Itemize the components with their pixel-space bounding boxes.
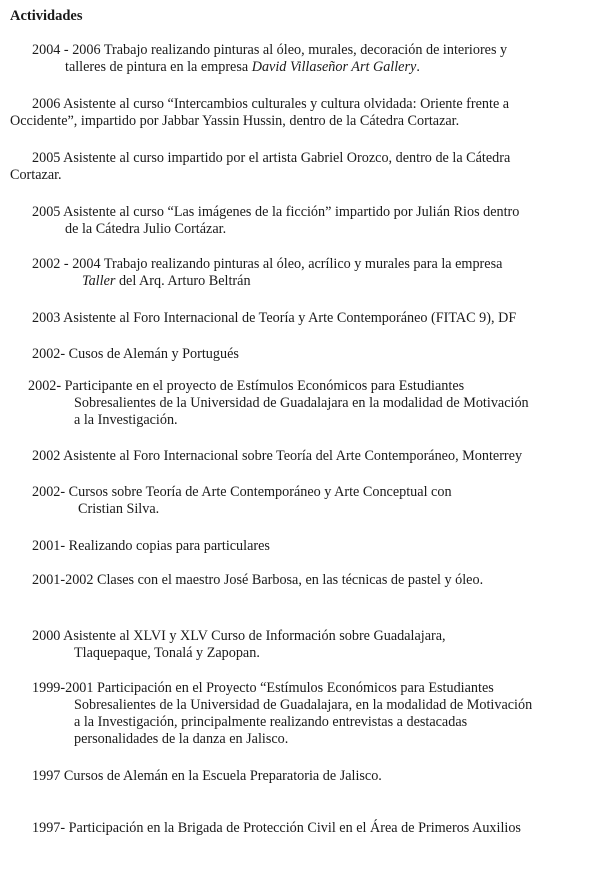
activity-entry [32,310,582,327]
activity-entry [32,448,582,465]
activity-entry [10,150,578,184]
activity-entry [10,96,578,130]
activity-entry [32,256,562,290]
entry-line: 2005 Asistente al curso impartido por el artista Gabriel Orozco, dentro de la Cátedra [32,150,511,166]
entry-line [32,59,562,76]
entry-line: 1997 Cursos de Alemán en la Escuela Preparatoria de Jalisco. [32,768,382,784]
entry-line: 2000 Asistente al XLVI y XLV Curso de Información sobre Guadalajara, [32,628,446,644]
company-name: Taller [82,273,116,289]
entry-line: Cortazar. [10,167,62,183]
entry-line: 2004 - 2006 Trabajo realizando pinturas al óleo, murales, decoración de interiores y [32,42,508,58]
entry-line: Sobresalientes de la Universidad de Guadalajara en la modalidad de Motivación [74,395,529,411]
entry-line: 1997- Participación en la Brigada de Protección Civil en el Área de Primeros Auxilios [32,820,521,836]
activity-entry [32,628,578,662]
entry-line: 2001-2002 Clases con el maestro José Barbosa, en las técnicas de pastel y óleo. [32,572,484,588]
entry-line: personalidades de la danza en Jalisco. [74,731,289,747]
entry-line: Sobresalientes de la Universidad de Guadalajara, en la modalidad de Motivación [74,697,533,713]
activity-entry [32,538,432,555]
activity-entry [32,680,572,748]
entry-line: Tlaquepaque, Tonalá y Zapopan. [74,645,260,661]
entry-line: Cristian Silva. [78,501,160,517]
entry-line [32,273,562,290]
entry-text: talleres de pintura en la empresa [65,59,252,75]
activity-entry [32,346,432,363]
entry-line: 2005 Asistente al curso “Las imágenes de la ficción” impartido por Julián Rios dentro [32,204,520,220]
activity-entry [32,42,562,76]
activity-entry [32,768,532,785]
entry-line: 2002- Cursos sobre Teoría de Arte Contemporáneo y Arte Conceptual con [32,484,452,500]
entry-line: de la Cátedra Julio Cortázar. [65,221,227,237]
entry-line: 2006 Asistente al curso “Intercambios culturales y cultura olvidada: Oriente frente a [32,96,510,112]
activity-entry [32,820,592,837]
entry-line: 2002 - 2004 Trabajo realizando pinturas al óleo, acrílico y murales para la empresa [32,256,503,272]
entry-line: 2001- Realizando copias para particulares [32,538,270,554]
activity-entry [28,378,568,429]
entry-line: Occidente”, impartido por Jabbar Yassin Hussin, dentro de la Cátedra Cortazar. [10,113,460,129]
activity-entry [32,484,572,518]
entry-line: a la Investigación, principalmente realizando entrevistas a destacadas [74,714,468,730]
entry-line: 1999-2001 Participación en el Proyecto “Estímulos Económicos para Estudiantes [32,680,494,696]
entry-line: 2002- Cusos de Alemán y Portugués [32,346,239,362]
section-heading: Actividades [10,8,83,24]
activity-entry [32,204,578,238]
entry-text: del Arq. Arturo Beltrán [115,273,251,289]
entry-line: 2003 Asistente al Foro Internacional de Teoría y Arte Contemporáneo (FITAC 9), DF [32,310,517,326]
entry-line: 2002 Asistente al Foro Internacional sobre Teoría del Arte Contemporáneo, Monterrey [32,448,523,464]
entry-line: 2002- Participante en el proyecto de Estímulos Económicos para Estudiantes [28,378,465,394]
entry-line: a la Investigación. [74,412,178,428]
activity-entry [32,572,572,589]
company-name: David Villaseñor Art Gallery [251,59,417,75]
entry-punctuation: . [416,59,420,75]
